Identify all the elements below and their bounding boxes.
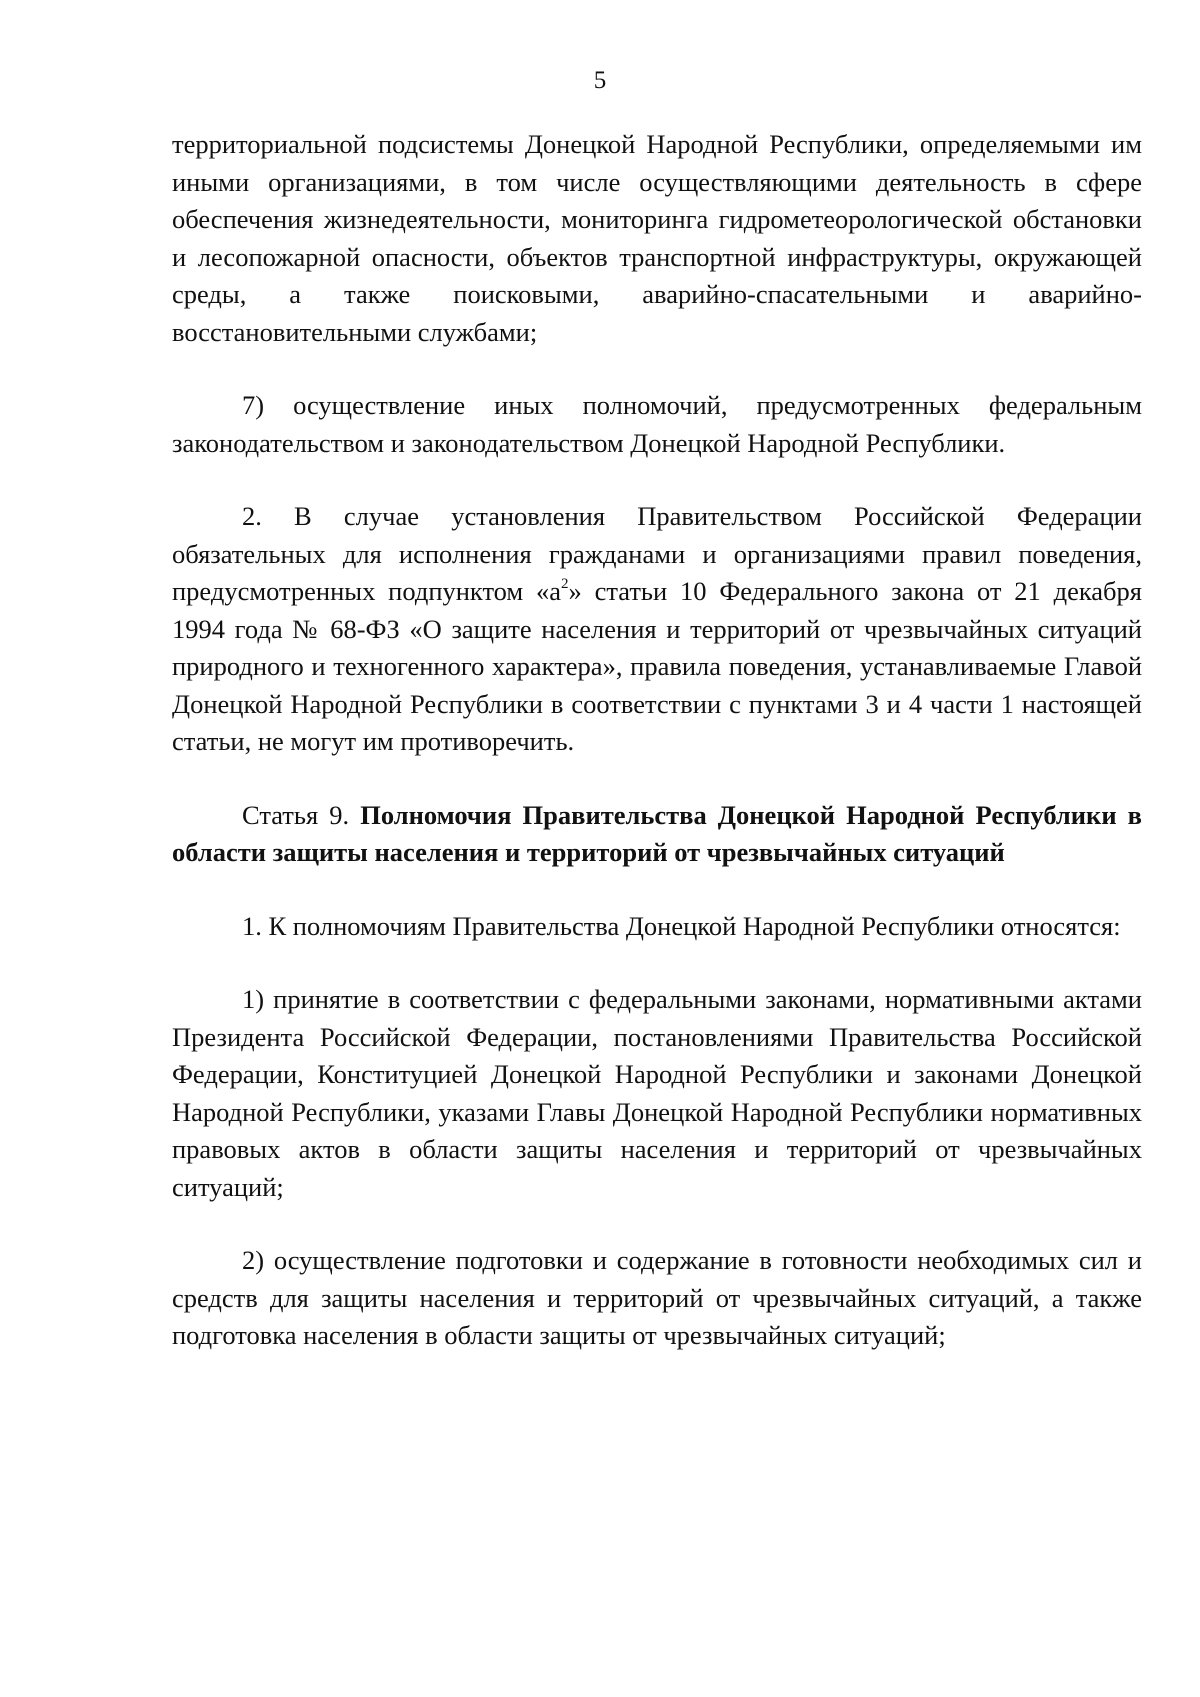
article-label: Статья 9.	[242, 799, 350, 830]
paragraph-item-7: 7) осуществление иных полномочий, предусмотренных федеральным законодательством и законодательством Донецкой Народной Республики.	[172, 390, 1142, 458]
article-title: Полномочия Правительства Донецкой Народной Республики в области защиты населения и территорий от чрезвычайных ситуаций	[172, 799, 1142, 867]
paragraph-continuation: территориальной подсистемы Донецкой Народной Республики, определяемыми им иными организациями, в том числе осуществляющими деятельность в сфере обеспечения жизнедеятельности, мониторинга гидрометеорологической обстановки и лесопожарной опасности, объектов транспортной инфраструктуры, окружающей среды, а также поисковыми, аварийно-спасательными и аварийно-восстановительными службами;	[172, 129, 1142, 347]
paragraph-item-1: 1) принятие в соответствии с федеральными законами, нормативными актами Президента Российской Федерации, постановлениями Правительства Российской Федерации, Конституцией Донецкой Народной Республики и законами Донецкой Народной Республики, указами Главы Донецкой Народной Республики нормативных правовых актов в области защиты населения и территорий от чрезвычайных ситуаций;	[172, 984, 1142, 1202]
superscript: 2	[561, 576, 569, 593]
paragraph-part-1: 1. К полномочиям Правительства Донецкой Народной Республики относятся:	[242, 910, 1121, 941]
page-number: 5	[593, 67, 607, 94]
document-body	[172, 126, 1142, 1355]
paragraph-part-2-text-after: » статьи 10 Федерального закона от 21 декабря 1994 года № 68-ФЗ «О защите населения и территорий от чрезвычайных ситуаций природного и техногенного характера», правила поведения, устанавливаемые Главой Донецкой Народной Республики в соответствии с пунктами 3 и 4 части 1 настоящей статьи, не могут им противоречить.	[172, 576, 1142, 756]
paragraph-part-2-text-before: 2. В случае установления Правительством Российской Федерации обязательных для исполнения гражданами и организациями правил поведения, предусмотренных подпунктом «а	[172, 501, 1142, 606]
paragraph-part-2	[172, 498, 1142, 761]
article-heading	[172, 797, 1142, 872]
paragraph-item-2: 2) осуществление подготовки и содержание в готовности необходимых сил и средств для защиты населения и территорий от чрезвычайных ситуаций, а также подготовка населения в области защиты от чрезвычайных ситуаций;	[172, 1245, 1142, 1350]
